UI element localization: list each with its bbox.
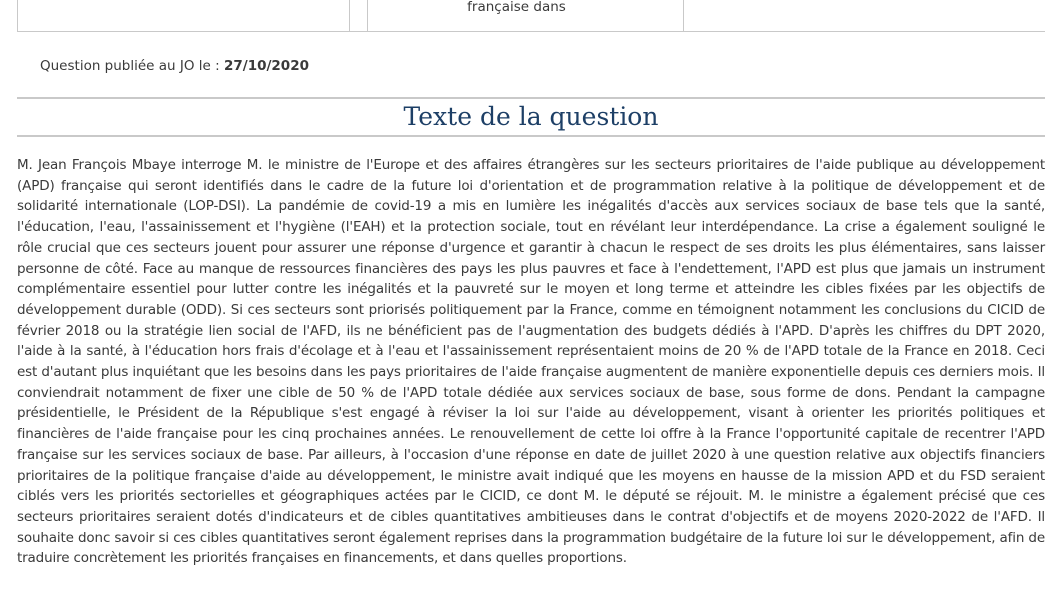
publication-label: Question publiée au JO le :	[40, 58, 220, 74]
publication-line	[40, 58, 309, 74]
section-header	[17, 97, 1045, 137]
table-cell-text: française dans	[467, 0, 566, 15]
section-title: Texte de la question	[403, 102, 659, 131]
table-divider-3	[683, 0, 684, 31]
publication-date: 27/10/2020	[223, 58, 309, 74]
metadata-table-fragment	[17, 0, 1045, 32]
question-body: M. Jean François Mbaye interroge M. le ministre de l'Europe et des affaires étrangères sur les secteurs prioritaires de l'aide publique au développement (APD) française qui seront identifiés dans le cadre de la future loi d'orientation et de programmation relative à la politique de développement et de solidarité internationale (LOP-DSI). La pandémie de covid-19 a mis en lumière les inégalités d'accès aux services sociaux de base tels que la santé, l'éducation, l'eau, l'assainissement et l'hygiène (l'EAH) et la protection sociale, tout en révélant leur interdépendance. La crise a également souligné le rôle crucial que ces secteurs jouent pour assurer une réponse d'urgence et garantir à chacun le respect de ses droits les plus élémentaires, sans laisser personne de côté. Face au manque de ressources financières des pays les plus pauvres et face à l'endettement, l'APD est plus que jamais un instrument complémentaire essentiel pour lutter contre les inégalités et la pauvreté sur le moyen et long terme et atteindre les cibles fixées par les objectifs de développement durable (ODD). Si ces secteurs sont priorisés politiquement par la France, comme en témoignent notamment les conclusions du CICID de février 2018 ou la stratégie lien social de l'AFD, ils ne bénéficient pas de l'augmentation des budgets dédiés à l'APD. D'après les chiffres du DPT 2020, l'aide à la santé, à l'éducation hors frais d'écolage et à l'eau et l'assainissement représentaient moins de 20 % de l'APD totale de la France en 2018. Ceci est d'autant plus inquiétant que les besoins dans les pays prioritaires de l'aide française augmentent de manière exponentielle depuis ces derniers mois. Il conviendrait notamment de fixer une cible de 50 % de l'APD totale dédiée aux services sociaux de base, sous forme de dons. Pendant la campagne présidentielle, le Président de la République s'est engagé à réviser la loi sur l'aide au développement, visant à orienter les priorités politiques et financières de l'aide française pour les cinq prochaines années. Le renouvellement de cette loi offre à la France l'opportunité capitale de recentrer l'APD française sur les services sociaux de base. Par ailleurs, à l'occasion d'une réponse en date de juillet 2020 à une question relative aux objectifs financiers prioritaires de la politique française d'aide au développement, le ministre avait indiqué que les moyens en hausse de la mission APD et du FSD seraient ciblés vers les priorités sectorielles et géographiques actées par le CICID, ce dont M. le député se réjouit. M. le ministre a également précisé que ces secteurs prioritaires seraient dotés d'indicateurs et de cibles quantitatives ambitieuses dans le contrat d'objectifs et de moyens 2020-2022 de l'AFD. Il souhaite donc savoir si ces cibles quantitatives seront également reprises dans la programmation budgétaire de la future loi sur le développement, afin de traduire concrètement les priorités françaises en financements, et dans quelles proportions.	[17, 157, 1045, 567]
table-border-left	[17, 0, 18, 31]
